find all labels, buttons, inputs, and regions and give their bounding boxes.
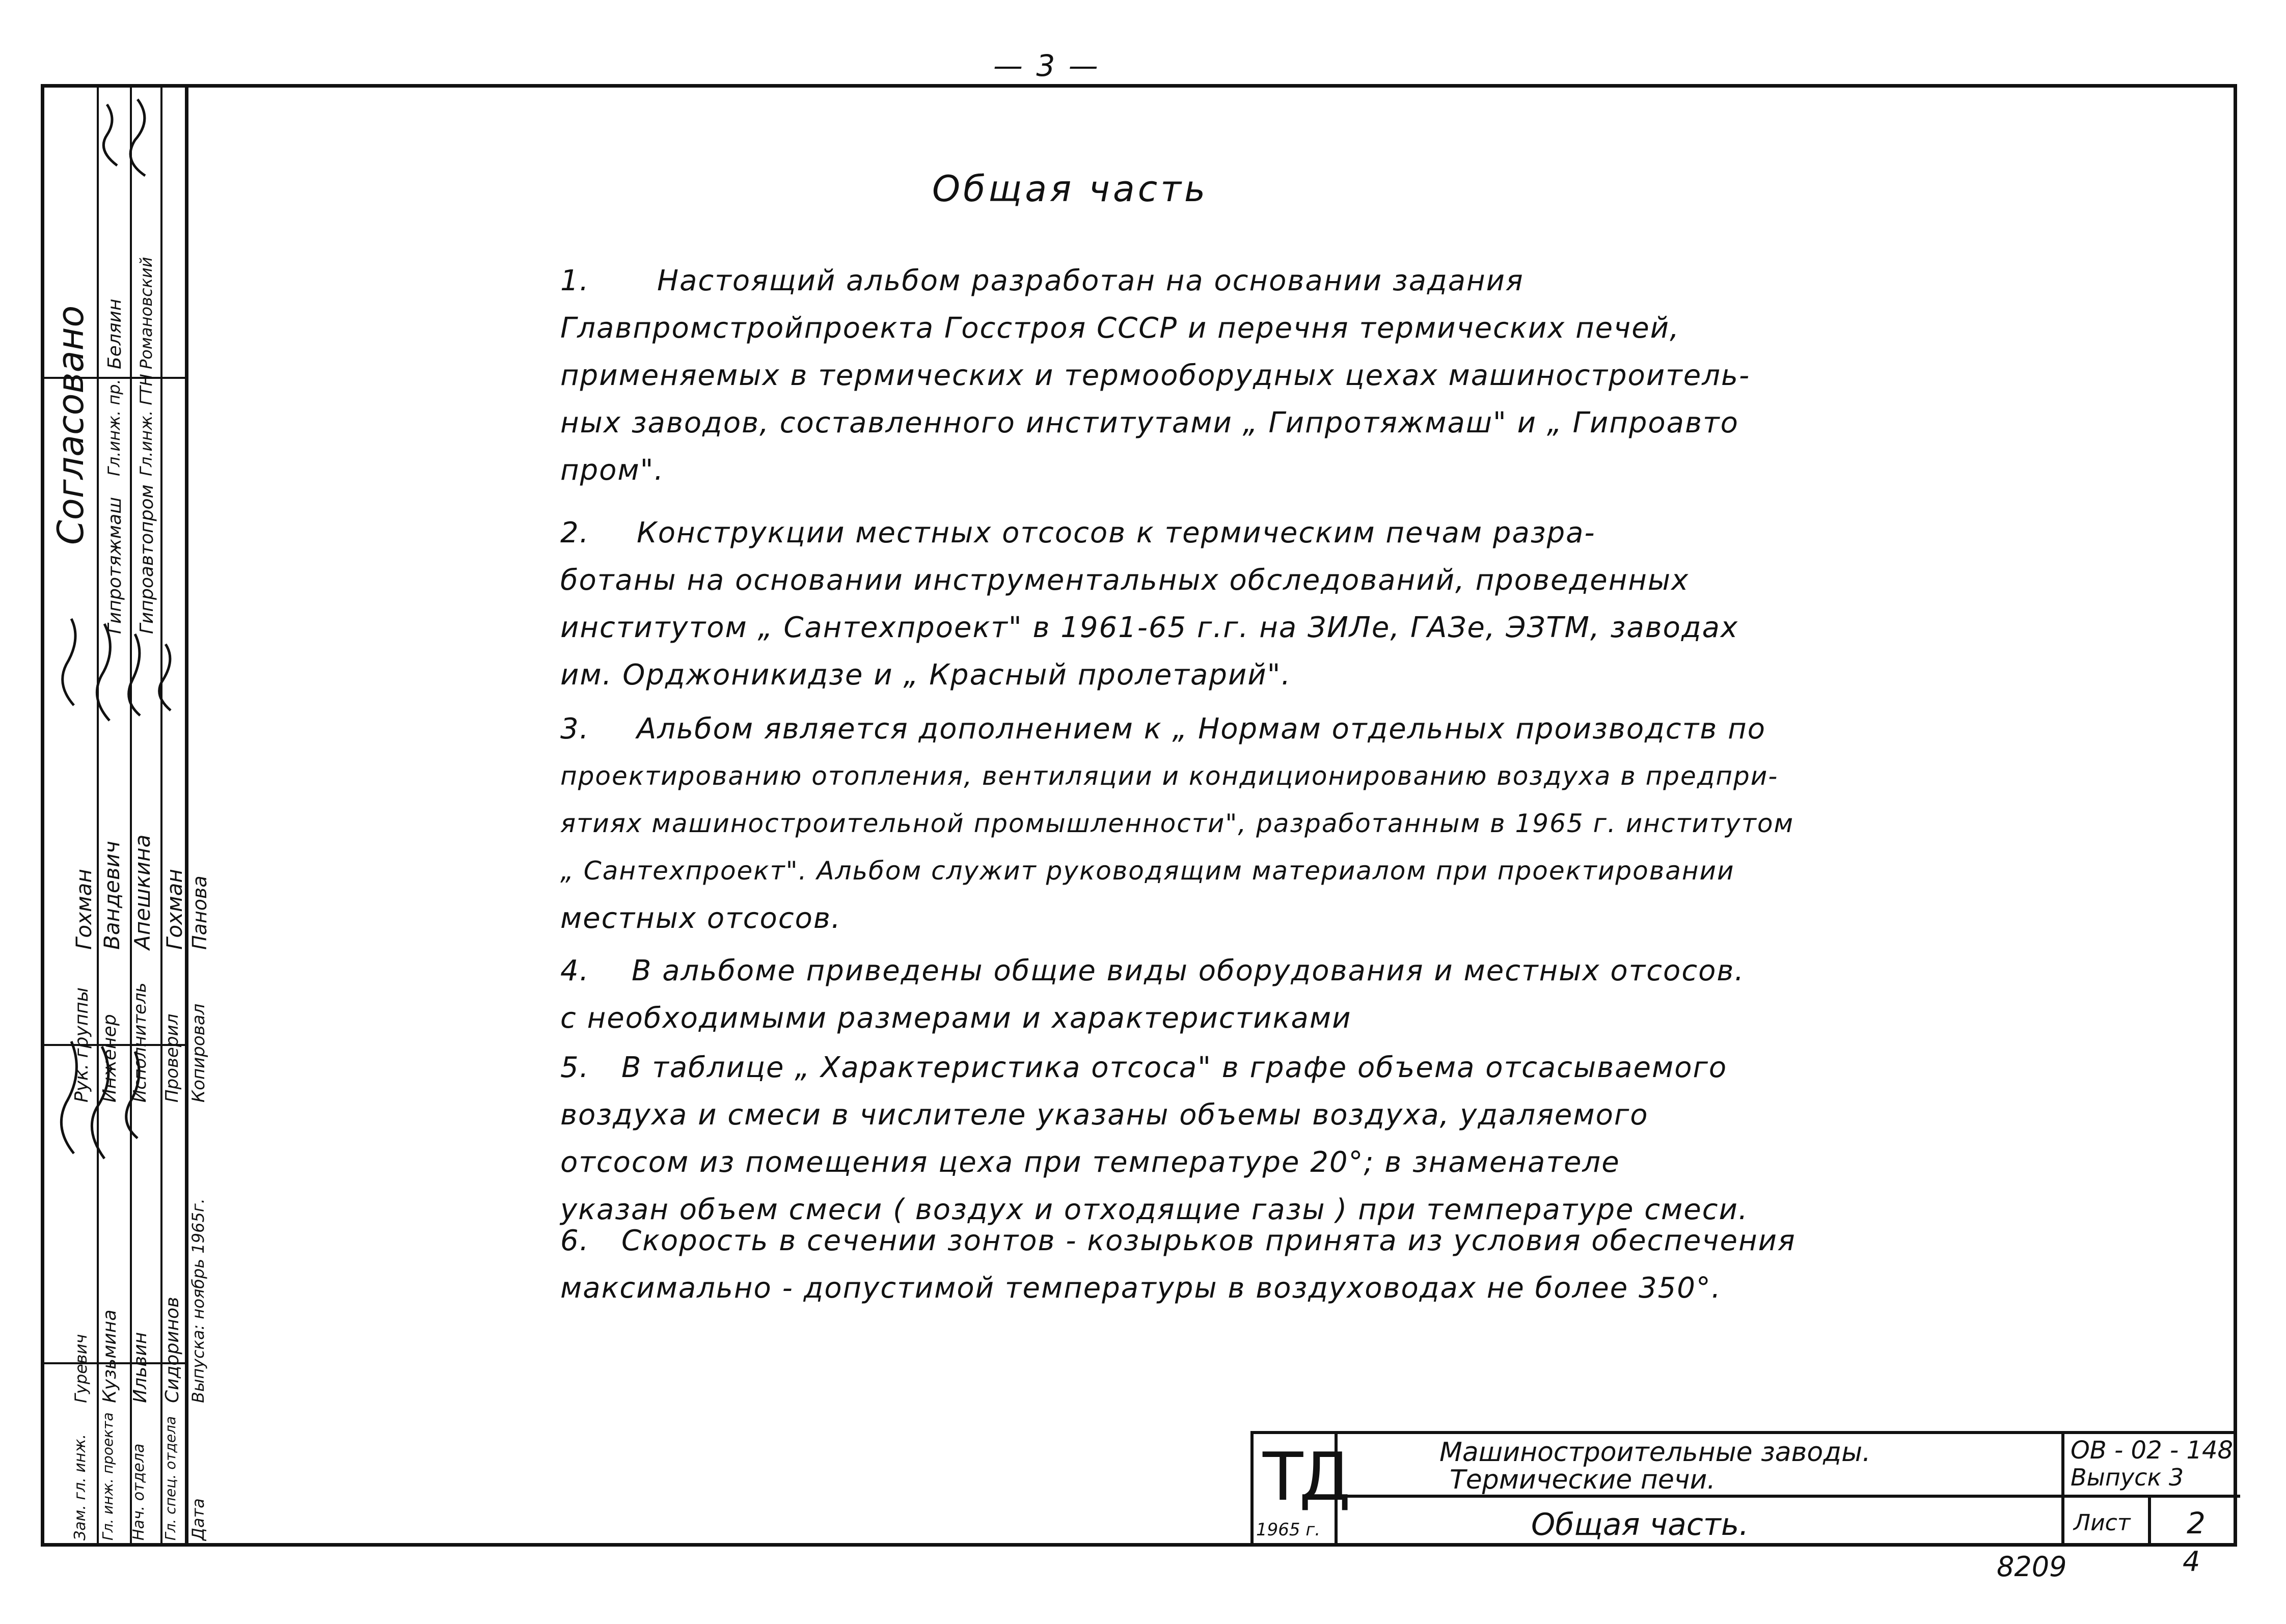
paragraph-line: Скорость в сечении зонтов - козырьков принята из условия обеспечения <box>621 1224 1796 1257</box>
title-block-subject <box>1338 1434 2064 1498</box>
approval-org: Гипроавтопром <box>137 484 157 634</box>
section-title: Общая часть. <box>1531 1507 1749 1543</box>
paragraph-number: 6. <box>560 1224 590 1257</box>
paragraph-line: ботаны на основании инструментальных обследований, проведенных <box>560 564 1690 597</box>
paragraph-number: 5. <box>560 1051 590 1084</box>
staff-role: Копировал <box>188 1003 209 1103</box>
staff-role: Проверил <box>162 1013 182 1103</box>
staff-role: Исполнитель <box>130 982 150 1103</box>
title-block <box>1250 1431 2237 1547</box>
manager-role: Дата <box>188 1498 208 1540</box>
staff-name: Вандевич <box>99 841 124 950</box>
staff-role: Инженер <box>99 1014 120 1103</box>
signatures <box>41 84 188 1547</box>
staff-role: Рук. группы <box>71 987 92 1103</box>
paragraph-number: 2. <box>560 516 590 549</box>
footer-page-number: 4 <box>2183 1546 2200 1578</box>
manager-role: Гл. инж. проекта <box>99 1412 116 1540</box>
manager-name: Ильвин <box>130 1332 151 1403</box>
paragraph-line: им. Орджоникидзе и „ Красный пролетарий". <box>560 658 1292 692</box>
manager-name: Выпуска: ноябрь 1965г. <box>188 1198 208 1403</box>
manager-role: Гл. спец. отдела <box>162 1416 179 1540</box>
section-heading: Общая часть <box>932 168 1209 210</box>
approval-role: Гл.инж. ГТН <box>137 374 156 476</box>
approval-org: Гипротяжмаш <box>104 497 125 634</box>
approval-name: Романовский <box>137 257 156 369</box>
paragraph-line: отсосом из помещения цеха при температуре 20°; в знаменателе <box>560 1146 1620 1179</box>
issue-number: Выпуск 3 <box>2071 1464 2184 1491</box>
paragraph-line: В альбоме приведены общие виды оборудования и местных отсосов. <box>632 954 1745 987</box>
manager-name: Сидоринов <box>162 1297 183 1403</box>
paragraph-line: максимально - допустимой температуры в воздуховодах не более 350°. <box>560 1272 1722 1305</box>
paragraph-line: Конструкции местных отсосов к термическим печам разра- <box>637 516 1596 549</box>
staff-name: Гохман <box>71 869 96 950</box>
paragraph-line: Альбом является дополнением к „ Нормам отдельных производств по <box>637 712 1766 746</box>
title-block-code <box>2064 1434 2240 1498</box>
archive-number: 8209 <box>1997 1551 2067 1583</box>
sheet-label: Лист <box>2074 1510 2131 1536</box>
paragraph-5 <box>560 1044 2088 1233</box>
paragraph-4 <box>560 947 2088 1042</box>
paragraph-number: 1. <box>560 264 590 297</box>
paragraph-line: Настоящий альбом разработан на основании задания <box>657 264 1524 297</box>
paragraph-line: ятиях машиностроительной промышленности", разработанным в 1965 г. институтом <box>560 809 1794 838</box>
paragraph-line: применяемых в термических и термооборудных цехах машиностроитель- <box>560 359 1751 392</box>
sheet-number: 2 <box>2187 1506 2206 1540</box>
paragraph-line: проектированию отопления, вентиляции и кондиционированию воздуха в предпри- <box>560 761 1779 791</box>
paragraph-number: 4. <box>560 954 590 987</box>
paragraph-line: с необходимыми размерами и характеристиками <box>560 1002 1352 1035</box>
staff-name: Панова <box>188 875 211 950</box>
sheet-label-cell <box>2064 1498 2151 1547</box>
td-logo: ТД <box>1263 1438 1347 1516</box>
paragraph-line: институтом „ Сантехпроект" в 1961-65 г.г. на ЗИЛе, ГАЗе, ЭЗТМ, заводах <box>560 611 1739 644</box>
title-block-section <box>1338 1498 2064 1547</box>
paragraph-line: воздуха и смеси в числителе указаны объемы воздуха, удаляемого <box>560 1098 1649 1132</box>
staff-name: Апешкина <box>130 834 155 950</box>
paragraph-line: В таблице „ Характеристика отсоса" в графе объема отсасываемого <box>621 1051 1728 1084</box>
manager-name: Кузьмина <box>99 1309 120 1403</box>
paragraph-line: Главпромстройпроекта Госстроя СССР и перечня термических печей, <box>560 312 1680 345</box>
staff-name: Гохман <box>162 869 187 950</box>
page-number: — 3 — <box>993 48 1100 83</box>
document-code: ОВ - 02 - 148 <box>2071 1436 2234 1465</box>
paragraph-line: пром". <box>560 454 665 487</box>
manager-role: Нач. отдела <box>130 1443 148 1540</box>
paragraph-line: ных заводов, составленного институтами „ Гипротяжмаш" и „ Гипроавто <box>560 406 1739 439</box>
subject-line: Машиностроительные заводы. <box>1439 1437 1871 1468</box>
approval-strip <box>41 84 211 1547</box>
approval-title: Согласовано <box>50 305 92 545</box>
manager-role: Зам. гл. инж. <box>71 1434 89 1540</box>
paragraph-6 <box>560 1217 2088 1312</box>
paragraph-line: местных отсосов. <box>560 902 841 935</box>
paragraph-3 <box>560 705 2088 942</box>
paragraph-2 <box>560 509 2088 699</box>
paragraph-number: 3. <box>560 712 590 746</box>
manager-name: Гуревич <box>71 1334 91 1403</box>
title-block-logo-cell <box>1254 1434 1347 1547</box>
sheet-number-cell <box>2151 1498 2240 1547</box>
title-block-year: 1965 г. <box>1256 1520 1321 1540</box>
paragraph-1 <box>560 257 2088 494</box>
subject-line: Термические печи. <box>1450 1465 1716 1495</box>
paragraph-line: „ Сантехпроект". Альбом служит руководящим материалом при проектировании <box>560 856 1735 886</box>
approval-name: Беляин <box>104 298 125 369</box>
approval-role: Гл.инж. пр. <box>104 379 124 476</box>
paragraph-line: указан объем смеси ( воздух и отходящие газы ) при температуре смеси. <box>560 1193 1749 1226</box>
